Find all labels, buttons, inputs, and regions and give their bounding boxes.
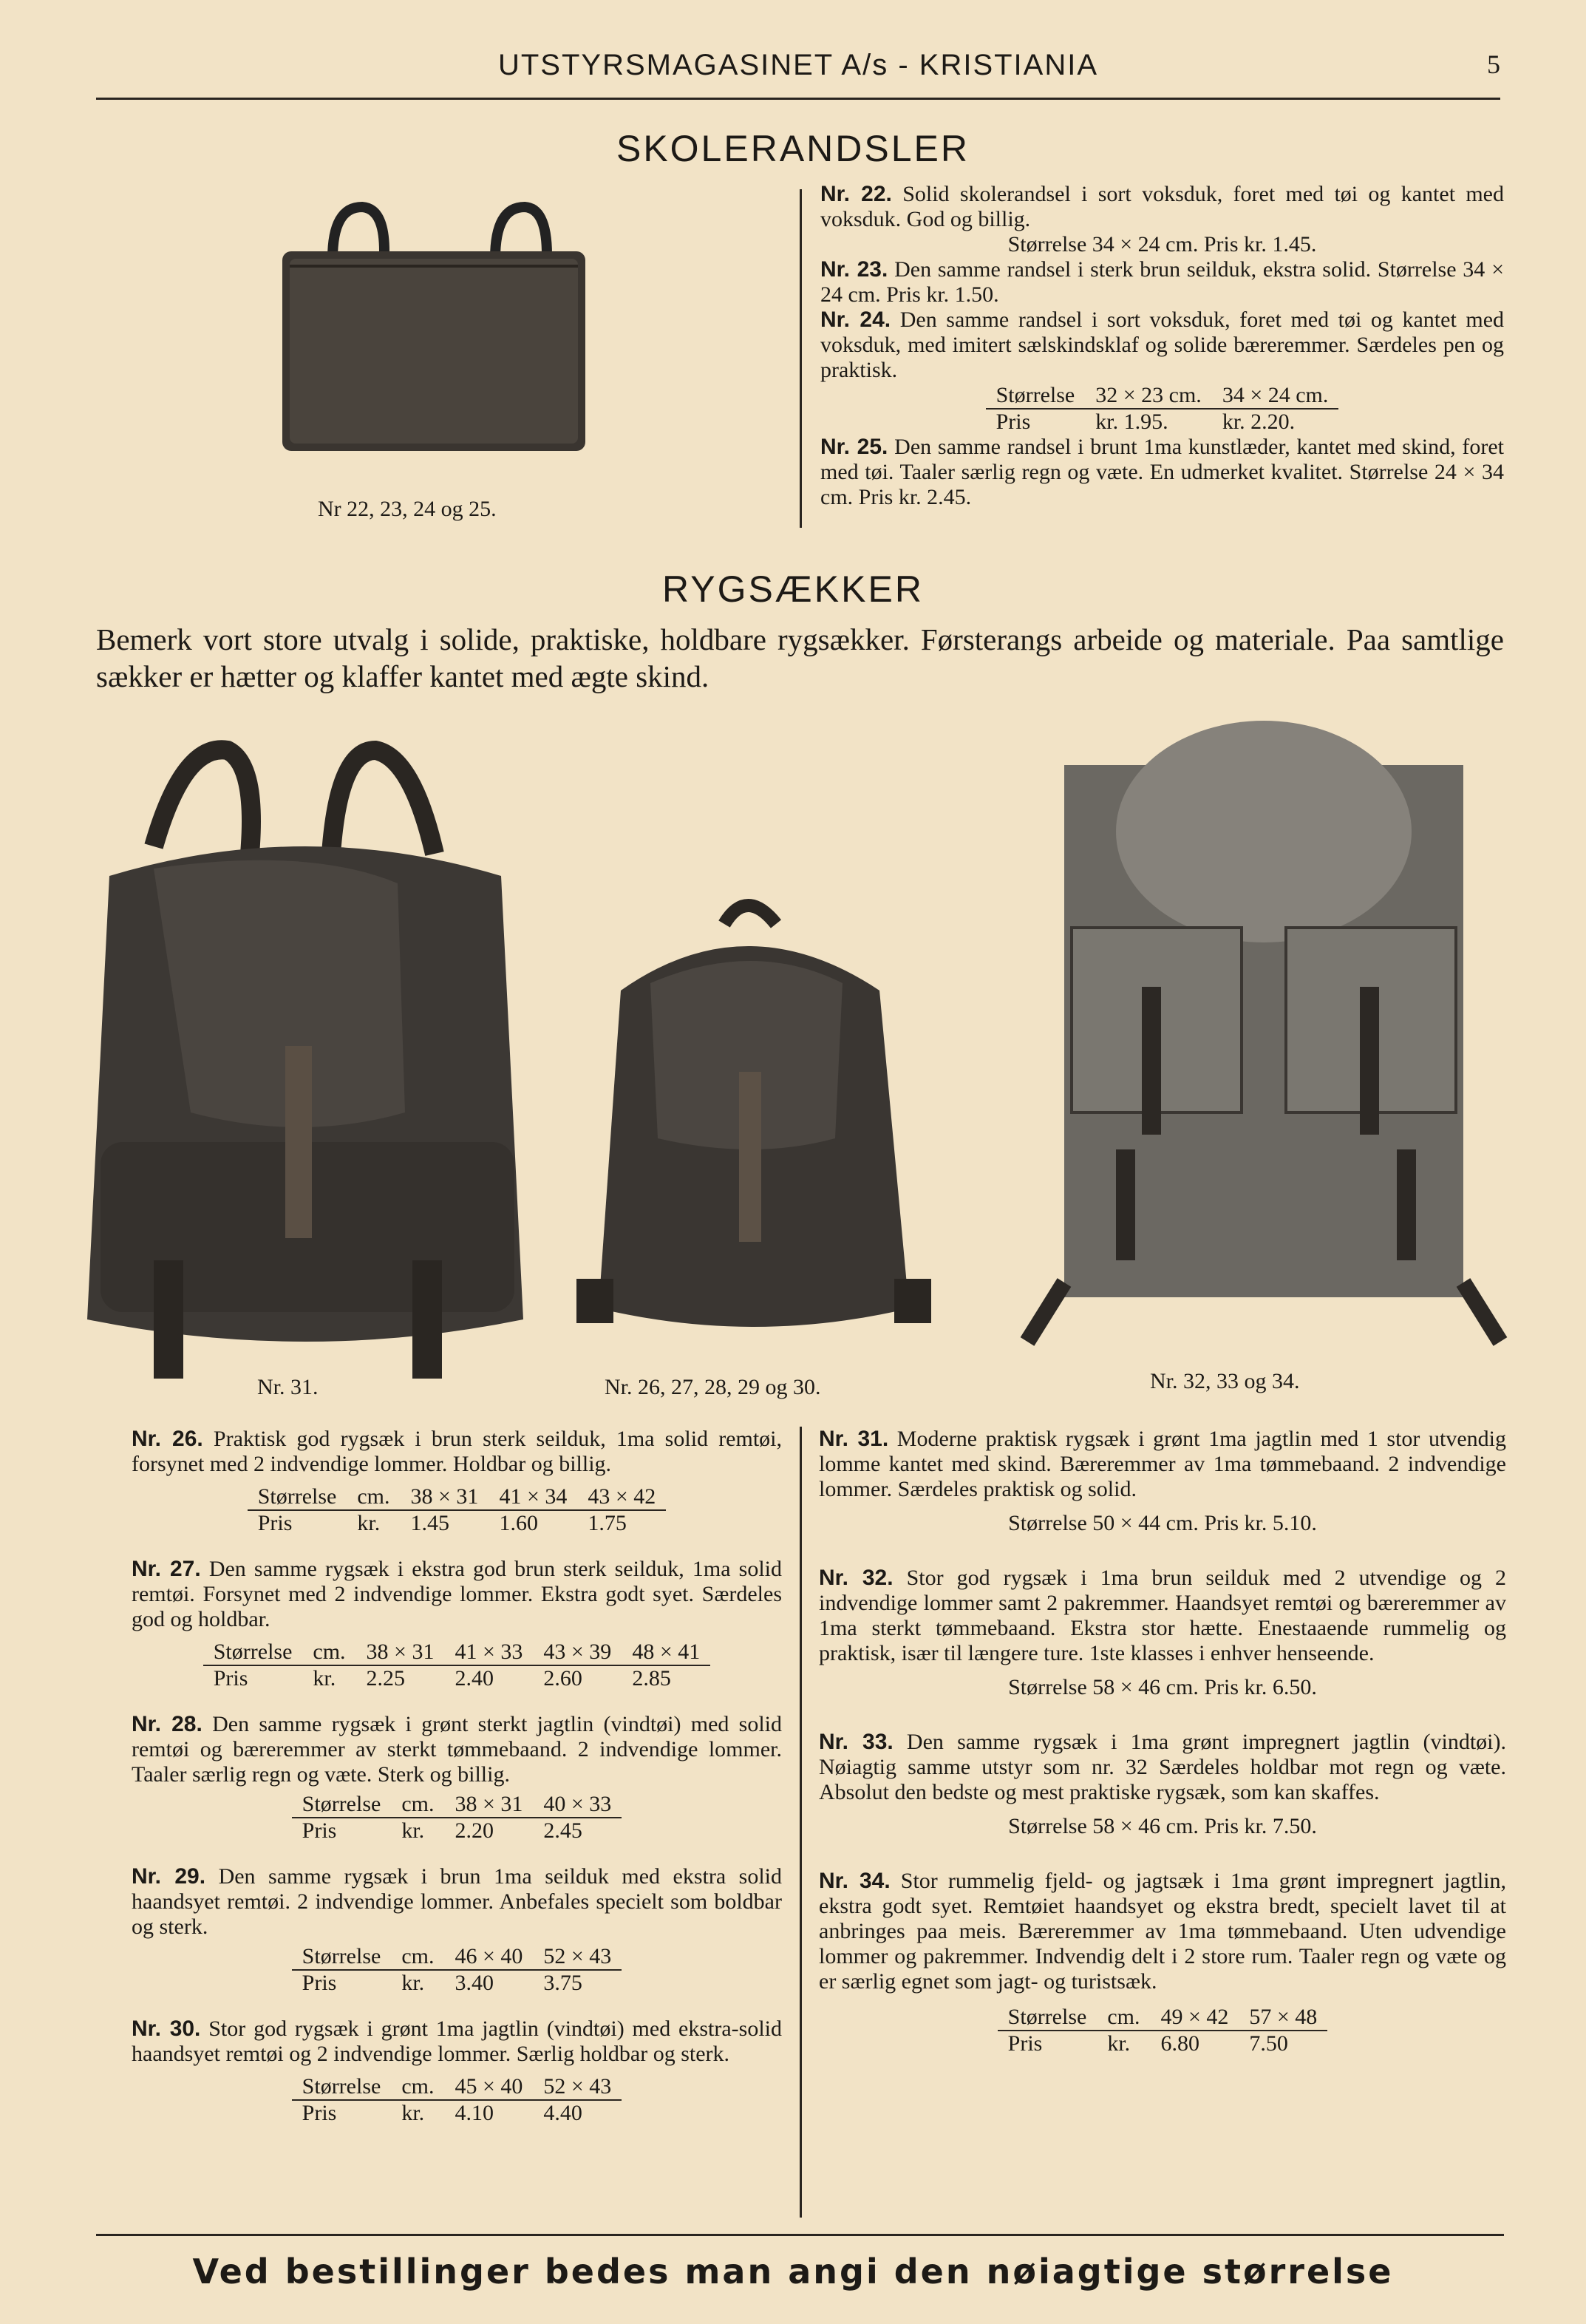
item-32-size: Størrelse 58 × 46 cm. Pris kr. 6.50. (1008, 1675, 1317, 1699)
item-29-price-table: Størrelse cm. 46 × 40 52 × 43 Pris kr. 3.40 3.75 (292, 1944, 622, 1996)
backpack-26-30-illustration (562, 880, 946, 1360)
item-34-price-table: Størrelse cm. 49 × 42 57 × 48 Pris kr. 6.80 7.50 (998, 2005, 1328, 2056)
item-31-size: Størrelse 50 × 44 cm. Pris kr. 5.10. (1008, 1511, 1317, 1535)
item-30: Nr. 30. Stor god rygsæk i grønt 1ma jagtlin (vindtøi) med ekstra-solid haandsyet remtøi og 2 indvendige lommer. Særlig holdbar og sterk. (132, 2016, 783, 2066)
item-34: Nr. 34. Stor rummelig fjeld- og jagtsæk i 1ma grønt impregnert jagtlin, ekstra godt syet. Remtøiet haandsyet og ekstra bredt, specielt lavet til at anbringes paa meis. Bæreremmer av 1ma tømmebaand. Uten udvendige lommer og pakremmer. Indvendig delt i 2 store rum. Taaler regn og væte og er særlig egnet som jagt- og turistsæk. (819, 1869, 1507, 1994)
item-25: Nr. 25. Den samme randsel i brunt 1ma kunstlæder, kantet med skind, foret med tøi. Taaler særlig regn og væte. En udmerket kvalitet. Størrelse 24 × 34 cm. Pris kr. 2.45. (820, 435, 1505, 509)
item-26: Nr. 26. Praktisk god rygsæk i brun sterk seilduk, 1ma solid remtøi, forsynet med 2 indvendige lommer. Holdbar og billig. (132, 1427, 783, 1476)
right-column (819, 1427, 1506, 2056)
item-31: Nr. 31. Moderne praktisk rygsæk i grønt 1ma jagtlin med 1 stor utvendig lomme kantet med skind. Bæreremmer av 1ma tømmebaand. 2 indvendige lommer. Særdeles praktisk og solid. (819, 1427, 1507, 1501)
column-rule-top (800, 189, 802, 528)
section-title-rygsaekker: RYGSÆKKER (662, 568, 924, 610)
header-rule (96, 98, 1500, 100)
footer-rule (96, 2234, 1504, 2236)
page-header (96, 49, 1500, 93)
footer-note: Ved bestillinger bedes man angi den nøiagtige størrelse (192, 2252, 1394, 2291)
item-23: Nr. 23. Den samme randsel i sterk brun seilduk, ekstra solid. Størrelse 34 × 24 cm. Pris kr. 1.50. (820, 257, 1504, 307)
item-30-price-table: Størrelse cm. 45 × 40 52 × 43 Pris kr. 4.10 4.40 (292, 2074, 622, 2126)
header-title: UTSTYRSMAGASINET A/s - KRISTIANIA (497, 49, 1099, 81)
item-27: Nr. 27. Den samme rygsæk i ekstra god brun sterk seilduk, 1ma solid remtøi. Forsynet med 2 indvendige lommer. Ekstra godt syet. Særdeles god og holdbar. (132, 1557, 783, 1631)
caption-backpack-31: Nr. 31. (257, 1375, 319, 1399)
item-22-size: Størrelse 34 × 24 cm. Pris kr. 1.45. (1007, 232, 1317, 256)
page-number: 5 (1487, 50, 1500, 79)
caption-backpack-26-30: Nr. 26, 27, 28, 29 og 30. (605, 1375, 821, 1399)
item-28-price-table: Størrelse cm. 38 × 31 40 × 33 Pris kr. 2.20 2.45 (292, 1792, 622, 1844)
item-33-size: Størrelse 58 × 46 cm. Pris kr. 7.50. (1008, 1814, 1317, 1838)
caption-backpack-32-34: Nr. 32, 33 og 34. (1150, 1369, 1300, 1393)
item-22: Nr. 22. Solid skolerandsel i sort voksduk, foret med tøi og kantet med voksduk. God og billig. (820, 182, 1504, 231)
left-column (132, 1427, 782, 2126)
item-33: Nr. 33. Den samme rygsæk i 1ma grønt impregnert jagtlin (vindtøi). Nøiagtig samme utstyr som nr. 32 Særdeles holdbar mot regn og væte. Absolut den bedste og mest praktiske rygsæk, som kan skaffes. (819, 1730, 1507, 1804)
backpack-32-34-illustration (1012, 706, 1515, 1356)
item-26-price-table: Størrelse cm. 38 × 31 41 × 34 43 × 42 Pris kr. 1.45 1.60 1.75 (248, 1484, 667, 1536)
item-24: Nr. 24. Den samme randsel i sort voksduk, foret med tøi og kantet med voksduk, med imitert sælskindsklaf og solide bæreremmer. Særdeles pen og praktisk. (820, 308, 1505, 382)
backpack-31-illustration (65, 728, 545, 1393)
item-24-price-table: Størrelse 32 × 23 cm. 34 × 24 cm. Pris kr. 1.95. kr. 2.20. (986, 383, 1339, 435)
column-rule-bottom (800, 1427, 802, 2218)
item-32: Nr. 32. Stor god rygsæk i 1ma brun seilduk med 2 utvendige og 2 indvendige lommer samt 2 pakremmer. Haandsyet remtøi og bæreremmer av 1ma sterkt tømmebaand. Ekstra stor hætte. Enestaaende rummelig og praktisk, især til længere ture. 1ste klasses i enhver henseende. (819, 1566, 1506, 1665)
item-27-price-table: Størrelse cm. 38 × 31 41 × 33 43 × 39 48 × 41 Pris kr. 2.25 2.40 2.60 2.85 (203, 1640, 710, 1691)
item-29: Nr. 29. Den samme rygsæk i brun 1ma seilduk med ekstra solid haandsyet remtøi. 2 indvendige lommer. Anbefales specielt som boldbar og sterk. (132, 1864, 782, 1939)
schoolbag-items (820, 182, 1504, 510)
section-title-skolerandsler: SKOLERANDSLER (616, 128, 970, 169)
rygsaekker-intro: Bemerk vort store utvalg i solide, praktiske, holdbare rygsækker. Førsterangs arbeide og materiale. Paa samtlige sækker er hætter og klaffer kantet med ægte skind. (96, 622, 1504, 693)
caption-schoolbags: Nr 22, 23, 24 og 25. (318, 497, 497, 521)
item-28: Nr. 28. Den samme rygsæk i grønt sterkt jagtlin (vindtøi) med solid remtøi og bæreremmer av sterkt tømmebaand. 2 indvendige lommer. Taaler særlig regn og væte. Sterk og billig. (132, 1712, 783, 1787)
schoolbag-illustration (273, 192, 599, 466)
